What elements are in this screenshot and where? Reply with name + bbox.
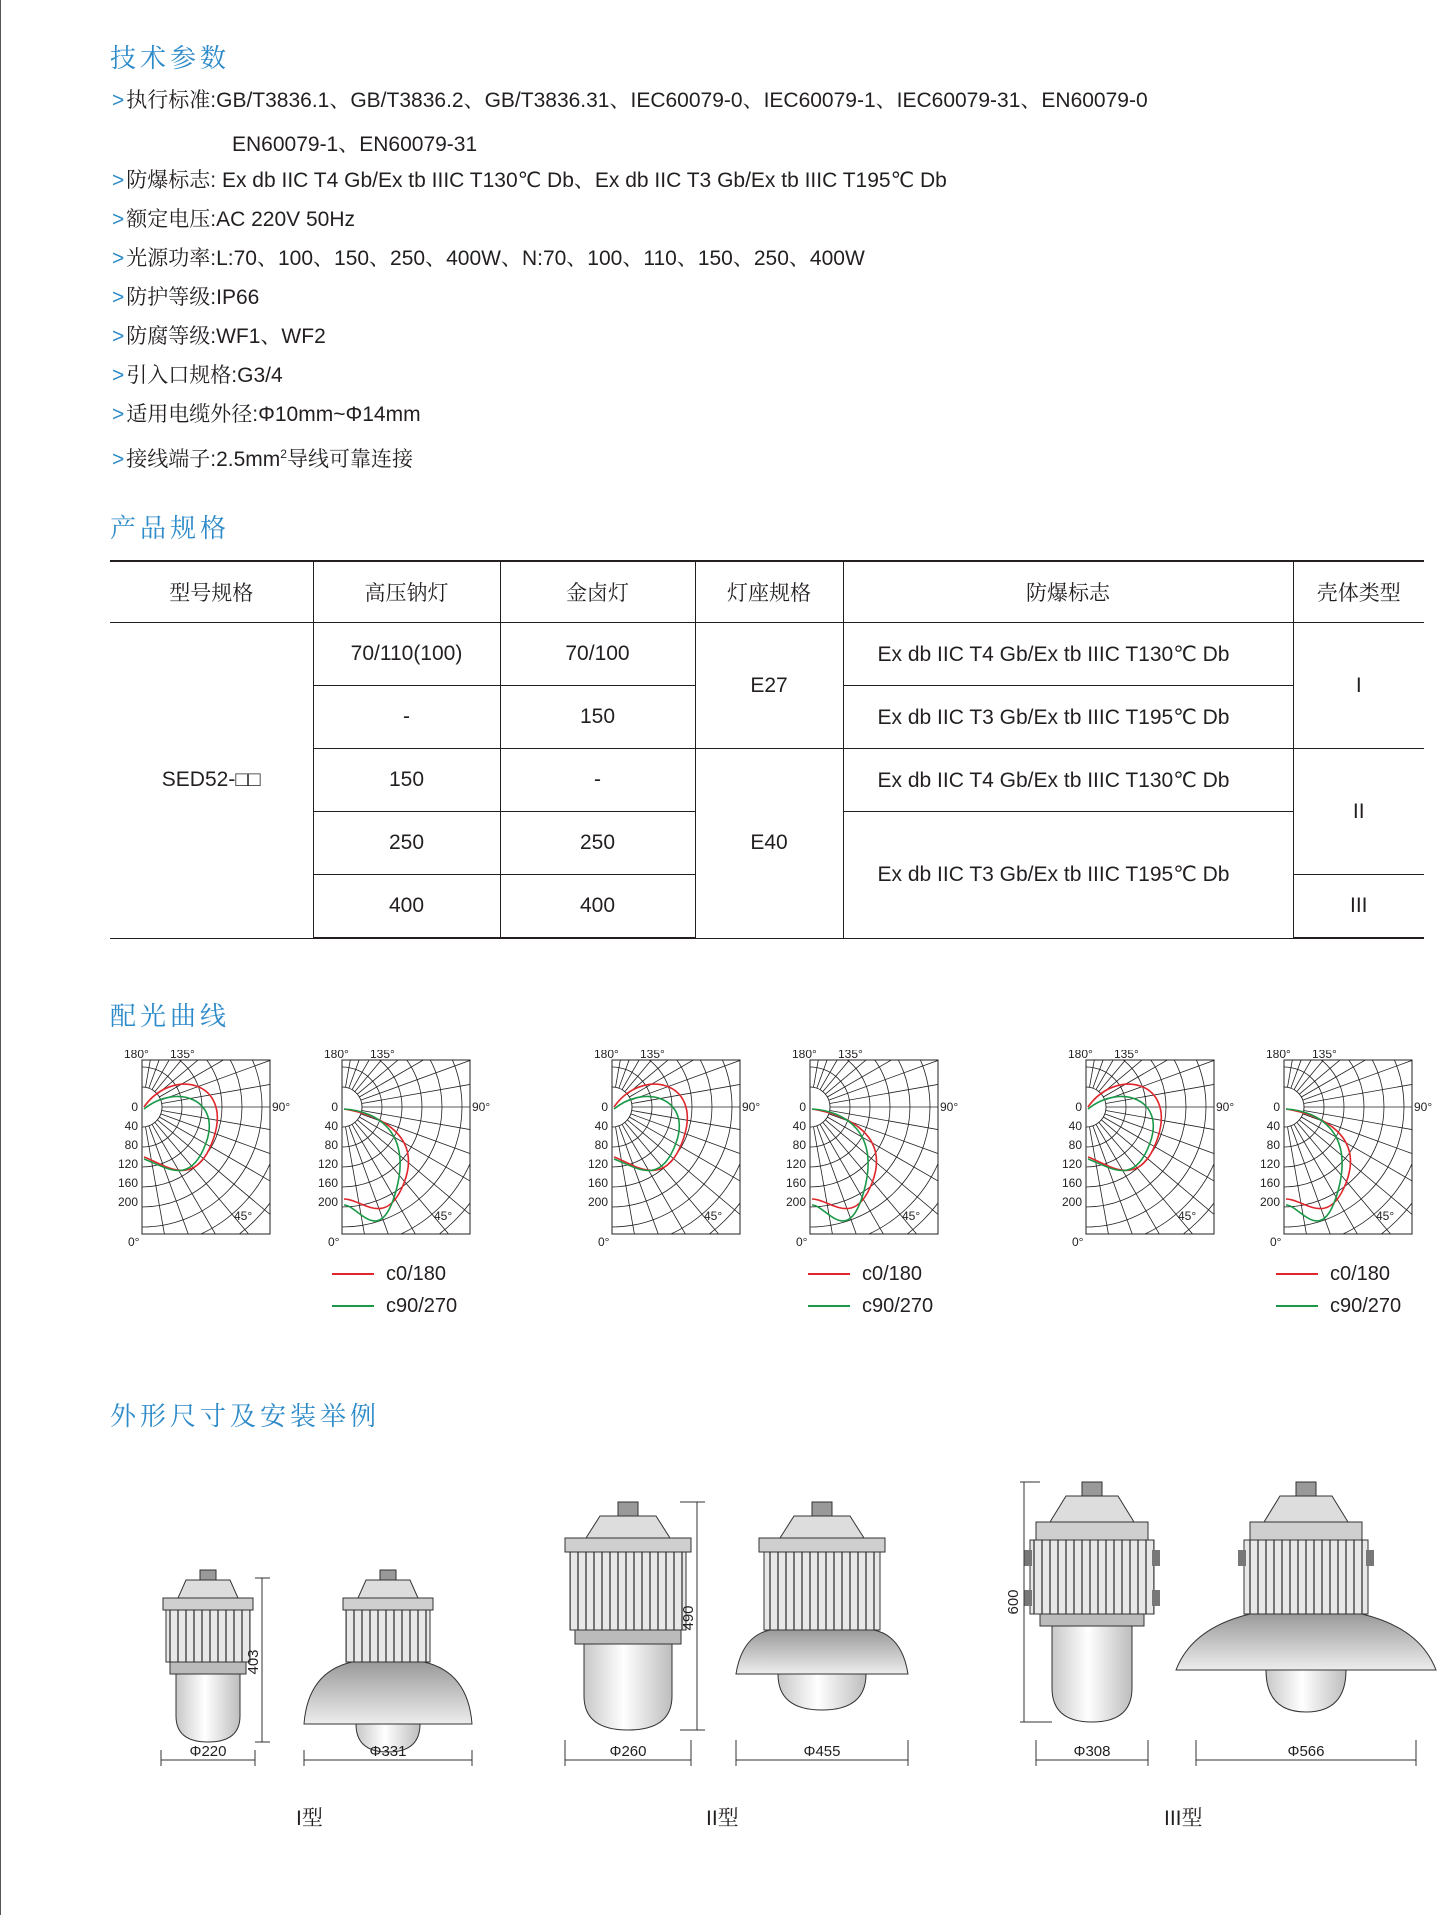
cell-hps: 400 — [313, 875, 500, 939]
svg-text:180°: 180° — [124, 1050, 149, 1061]
svg-text:80: 80 — [324, 1138, 338, 1152]
cell-mh: 150 — [500, 686, 695, 749]
th-model: 型号规格 — [110, 561, 313, 623]
svg-text:120: 120 — [1259, 1157, 1280, 1171]
svg-text:80: 80 — [124, 1138, 138, 1152]
cell-hps: - — [313, 686, 500, 749]
dim-iii-dia-a: Φ308 — [1073, 1743, 1111, 1760]
dim-i-height: 403 — [245, 1649, 262, 1675]
cell-ex-mark: Ex db IIC T4 Gb/Ex tb IIIC T130℃ Db — [843, 623, 1293, 686]
type-ii-lamp-with-shade — [736, 1502, 908, 1766]
th-mh: 金卤灯 — [500, 561, 695, 623]
svg-text:45°: 45° — [1376, 1209, 1395, 1223]
param-standard-cont: EN60079-1、EN60079-31 — [232, 133, 478, 156]
type-iii-lamp-with-shade — [1176, 1482, 1436, 1766]
cell-mh: 250 — [500, 812, 695, 875]
svg-text:200: 200 — [1259, 1195, 1280, 1209]
cell-hps: 250 — [313, 812, 500, 875]
svg-text:0°: 0° — [1072, 1235, 1084, 1249]
svg-text:120: 120 — [117, 1157, 138, 1171]
cell-socket: E40 — [695, 749, 843, 939]
svg-text:135°: 135° — [370, 1050, 395, 1061]
legend-2: c0/180 c90/270 — [808, 1258, 933, 1322]
svg-text:200: 200 — [117, 1195, 138, 1209]
svg-text:135°: 135° — [170, 1050, 195, 1061]
svg-text:40: 40 — [124, 1119, 138, 1133]
svg-text:0: 0 — [1075, 1100, 1082, 1114]
svg-text:40: 40 — [792, 1119, 806, 1133]
svg-text:45°: 45° — [1178, 1209, 1197, 1223]
dim-i-dia-a: Φ220 — [189, 1743, 227, 1760]
svg-text:160: 160 — [1259, 1176, 1280, 1190]
param-terminal: >接线端子$:2.5mm^2$导线可靠连接 — [112, 447, 413, 471]
svg-text:135°: 135° — [1312, 1050, 1337, 1061]
dim-ii-height: 490 — [680, 1605, 697, 1631]
svg-text:90°: 90° — [1216, 1100, 1235, 1114]
svg-text:0°: 0° — [796, 1235, 808, 1249]
svg-text:80: 80 — [1266, 1138, 1280, 1152]
param-entry: >引入口规格:G3/4 — [112, 364, 283, 387]
dim-iii-height: 600 — [1005, 1589, 1022, 1615]
curve-c0-180 — [344, 1109, 408, 1209]
svg-text:80: 80 — [792, 1138, 806, 1152]
cell-shell: III — [1293, 875, 1424, 939]
svg-text:0: 0 — [1273, 1100, 1280, 1114]
cell-shell: I — [1293, 623, 1424, 749]
dim-iii-dia-b: Φ566 — [1287, 1743, 1325, 1760]
svg-text:0: 0 — [331, 1100, 338, 1114]
table-header-row — [110, 561, 1424, 623]
svg-text:45°: 45° — [234, 1209, 253, 1223]
legend-3: c0/180 c90/270 — [1276, 1258, 1401, 1322]
svg-text:180°: 180° — [792, 1050, 817, 1061]
svg-text:0: 0 — [131, 1100, 138, 1114]
svg-text:120: 120 — [587, 1157, 608, 1171]
param-voltage: >额定电压:AC 220V 50Hz — [112, 208, 356, 231]
cell-mh: - — [500, 749, 695, 812]
th-hps: 高压钠灯 — [313, 561, 500, 623]
type-iii-label: III型 — [1164, 1807, 1203, 1830]
svg-text:45°: 45° — [902, 1209, 921, 1223]
section-title-product-specs: 产品规格 — [110, 514, 231, 544]
svg-text:160: 160 — [117, 1176, 138, 1190]
svg-text:40: 40 — [324, 1119, 338, 1133]
svg-text:0: 0 — [799, 1100, 806, 1114]
cell-mh: 70/100 — [500, 623, 695, 686]
svg-text:0°: 0° — [328, 1235, 340, 1249]
svg-text:120: 120 — [785, 1157, 806, 1171]
table-row — [110, 623, 1424, 686]
svg-text:40: 40 — [594, 1119, 608, 1133]
svg-text:0: 0 — [601, 1100, 608, 1114]
type-i-label: I型 — [296, 1807, 323, 1830]
svg-text:90°: 90° — [1414, 1100, 1433, 1114]
type-i-lamp-with-shade — [304, 1570, 472, 1766]
svg-text:80: 80 — [594, 1138, 608, 1152]
svg-text:135°: 135° — [838, 1050, 863, 1061]
param-standard: >执行标准:GB/T3836.1、GB/T3836.2、GB/T3836.31、IEC60079-0、IEC60079-1、IEC60079-31、EN60079-0 — [112, 89, 1148, 112]
spec-table — [110, 560, 1424, 939]
type-ii-label: II型 — [706, 1807, 739, 1830]
svg-text:90°: 90° — [472, 1100, 491, 1114]
svg-text:120: 120 — [1061, 1157, 1082, 1171]
svg-text:45°: 45° — [704, 1209, 723, 1223]
svg-text:0°: 0° — [598, 1235, 610, 1249]
svg-text:90°: 90° — [940, 1100, 959, 1114]
dim-ii-dia-b: Φ455 — [803, 1743, 841, 1760]
svg-text:160: 160 — [785, 1176, 806, 1190]
cell-shell: II — [1293, 749, 1424, 875]
legend-swatch-c0 — [332, 1273, 374, 1275]
svg-text:0°: 0° — [128, 1235, 140, 1249]
cell-ex-mark: Ex db IIC T4 Gb/Ex tb IIIC T130℃ Db — [843, 749, 1293, 812]
dimension-drawings — [0, 1440, 1444, 1800]
section-title-tech-params: 技术参数 — [110, 44, 231, 74]
th-shell: 壳体类型 — [1293, 561, 1424, 623]
cell-mh: 400 — [500, 875, 695, 939]
legend-swatch-c90 — [808, 1305, 850, 1307]
section-title-light-curve: 配光曲线 — [110, 1002, 231, 1032]
svg-text:120: 120 — [317, 1157, 338, 1171]
svg-text:45°: 45° — [434, 1209, 453, 1223]
legend-swatch-c90 — [332, 1305, 374, 1307]
svg-text:90°: 90° — [742, 1100, 761, 1114]
dim-ii-dia-a: Φ260 — [609, 1743, 647, 1760]
svg-text:180°: 180° — [1068, 1050, 1093, 1061]
param-corrosion: >防腐等级:WF1、WF2 — [112, 325, 326, 348]
svg-text:200: 200 — [785, 1195, 806, 1209]
polar-diagram — [312, 1050, 572, 1250]
param-power: >光源功率:L:70、100、150、250、400W、N:70、100、110、150、250、400W — [112, 247, 865, 270]
curve-c0-180 — [812, 1109, 876, 1209]
cell-ex-mark: Ex db IIC T3 Gb/Ex tb IIIC T195℃ Db — [843, 686, 1293, 749]
cell-ex-mark: Ex db IIC T3 Gb/Ex tb IIIC T195℃ Db — [843, 812, 1293, 939]
svg-text:180°: 180° — [594, 1050, 619, 1061]
svg-text:160: 160 — [317, 1176, 338, 1190]
svg-text:200: 200 — [587, 1195, 608, 1209]
svg-text:90°: 90° — [272, 1100, 291, 1114]
th-socket: 灯座规格 — [695, 561, 843, 623]
type-iii-lamp — [1020, 1482, 1160, 1766]
svg-text:135°: 135° — [640, 1050, 665, 1061]
legend-swatch-c0 — [808, 1273, 850, 1275]
svg-text:135°: 135° — [1114, 1050, 1139, 1061]
cell-model: SED52-□□ — [110, 623, 313, 939]
legend-1: c0/180 c90/270 — [332, 1258, 457, 1322]
legend-swatch-c90 — [1276, 1305, 1318, 1307]
svg-text:200: 200 — [1061, 1195, 1082, 1209]
polar-diagram — [780, 1050, 1040, 1250]
th-ex-mark: 防爆标志 — [843, 561, 1293, 623]
svg-text:160: 160 — [1061, 1176, 1082, 1190]
svg-text:80: 80 — [1068, 1138, 1082, 1152]
cell-hps: 70/110(100) — [313, 623, 500, 686]
polar-diagram — [1254, 1050, 1444, 1250]
svg-text:200: 200 — [317, 1195, 338, 1209]
type-ii-lamp — [565, 1502, 705, 1766]
section-title-dimensions: 外形尺寸及安装举例 — [110, 1402, 381, 1432]
param-ip: >防护等级:IP66 — [112, 286, 260, 309]
cell-hps: 150 — [313, 749, 500, 812]
svg-text:40: 40 — [1068, 1119, 1082, 1133]
svg-text:180°: 180° — [1266, 1050, 1291, 1061]
svg-text:0°: 0° — [1270, 1235, 1282, 1249]
svg-text:40: 40 — [1266, 1119, 1280, 1133]
svg-text:180°: 180° — [324, 1050, 349, 1061]
param-ex-mark: >防爆标志: Ex db IIC T4 Gb/Ex tb IIIC T130℃ Db、Ex db IIC T3 Gb/Ex tb IIIC T195℃ Db — [112, 169, 947, 192]
param-cable: >适用电缆外径:Φ10mm~Φ14mm — [112, 403, 421, 426]
cell-socket: E27 — [695, 623, 843, 749]
svg-text:160: 160 — [587, 1176, 608, 1190]
dim-i-dia-b: Φ331 — [369, 1743, 407, 1760]
legend-swatch-c0 — [1276, 1273, 1318, 1275]
curve-c0-180 — [1286, 1109, 1350, 1209]
